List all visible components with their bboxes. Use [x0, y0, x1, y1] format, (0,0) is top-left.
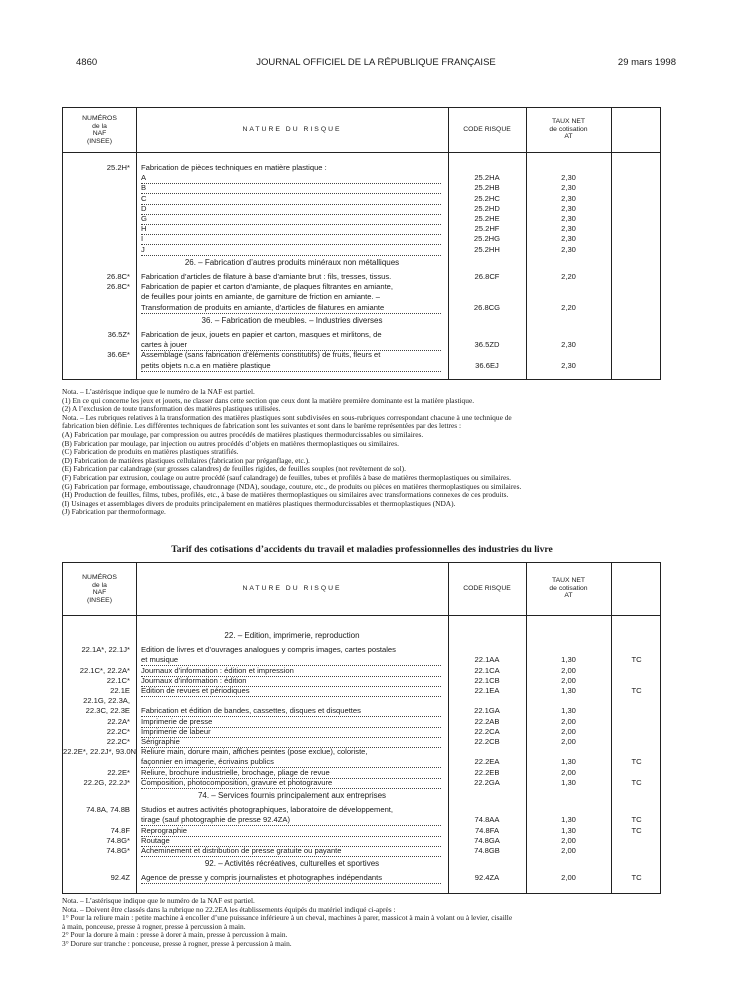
header-taux-line: de cotisation [549, 125, 588, 133]
rate-value: 1,30 [561, 686, 576, 695]
tc-flag: TC [631, 686, 642, 695]
risk-description: Edition de livres et d’ouvrages analogues y compris images, cartes postales [141, 645, 396, 655]
header-rule [63, 152, 660, 153]
note-line: Nota. – Doivent être classés dans la rubrique no 22.2EA les établissements équipés du matériel indiqué ci-après : [62, 904, 396, 914]
risk-description: tirage (sauf photographie de presse 92.4ZA) [141, 815, 441, 826]
risk-code: 36.5ZD [474, 340, 500, 350]
rate-value: 1,30 [561, 777, 576, 787]
header-naf-line: de la [92, 122, 107, 130]
risk-table-plastics [62, 107, 661, 380]
risk-code: 25.2HC [474, 193, 500, 203]
risk-description: et musique [141, 655, 441, 666]
rate-value: 1,30 [561, 655, 576, 665]
section-heading: 92. – Activités récréatives, culturelles et sportives [204, 859, 380, 869]
note-line: (B) Fabrication par moulage, par injection ou autres procédés d’objets en matières thermoplastiques ou similaires. [62, 438, 399, 448]
risk-code: 25.2HA [474, 173, 500, 183]
column-rule [136, 108, 137, 379]
naf-code: 22.1A*, 22.1J* [81, 645, 130, 655]
naf-code: 22.2G, 22.2J* [83, 777, 130, 787]
naf-code: 22.1C* [106, 675, 130, 685]
naf-code: 74.8F [110, 825, 130, 835]
header-taux-line: AT [564, 133, 573, 140]
header-nature: NATURE DU RISQUE [242, 126, 342, 133]
rate-value: 2,30 [561, 224, 576, 234]
table2-title: Tarif des cotisations d’accidents du travail et maladies professionnelles des industries du livre [171, 544, 553, 555]
rate-value: 2,00 [561, 726, 576, 736]
naf-code: 22.2E* [107, 767, 130, 777]
header-code: CODE RISQUE [463, 126, 511, 133]
section-heading: 36. – Fabrication de meubles. – Industries diverses [201, 315, 383, 325]
risk-description: Fabrication de jeux, jouets en papier et carton, masques et mirlitons, de [141, 330, 382, 339]
risk-description: B [141, 183, 441, 194]
header-naf-line: de la [92, 581, 107, 589]
column-rule [611, 108, 612, 379]
header-rule [63, 615, 660, 616]
rate-value: 1,30 [561, 815, 576, 825]
risk-table-book-industry [62, 562, 661, 894]
risk-description: Transformation de produits en amiante, d’articles de filatures en amiante [141, 303, 441, 314]
risk-code: 36.6EJ [475, 360, 499, 370]
risk-description: de feuilles pour joints en amiante, de garniture de friction en amiante. – [141, 292, 380, 302]
note-line: (J) Fabrication par thermoformage. [62, 507, 166, 517]
risk-code: 25.2HH [474, 244, 500, 254]
note-line: (I) Usinages et assemblages divers de produits principalement en matières plastiques thermodurcissables et thermoplastiques (NDA). [62, 498, 456, 508]
rate-value: 2,30 [561, 360, 576, 370]
risk-description: Journaux d’information : édition [141, 676, 441, 687]
column-rule [136, 563, 137, 893]
rate-value: 2,30 [561, 193, 576, 203]
header-naf-line: (INSEE) [87, 596, 112, 604]
tc-flag: TC [631, 757, 642, 767]
note-line: (F) Fabrication par extrusion, coulage ou autre procédé (sauf calandrage) de feuilles, tubes et profilés à base de matières thermoplastiques ou similaires. [62, 472, 512, 482]
naf-code: 36.5Z* [107, 330, 130, 339]
naf-code: 26.8C* [106, 282, 130, 292]
tc-flag: TC [631, 815, 642, 825]
rate-value: 2,30 [561, 340, 576, 350]
note-line: fabrication bien définie. Les différentes techniques de fabrication sont les suivantes et sont dans le barème représentées par des lettres : [62, 421, 462, 431]
rate-value: 2,00 [561, 665, 576, 675]
note-line: (A) Fabrication par moulage, par compression ou autres procédés de matières plastiques thermodurcissables ou similaires. [62, 429, 424, 439]
note-line: 3° Dorure sur tranche : ponceuse, presse à rogner, presse à percussion à main. [62, 938, 292, 948]
note-line: (1) En ce qui concerne les jeux et jouets, ne classer dans cette section que ceux dont la matière première dominante est la matière plastique. [62, 395, 475, 405]
naf-code: 22.2C* [106, 737, 130, 746]
risk-code: 26.8CF [474, 272, 500, 281]
header-taux [526, 577, 611, 600]
note-line: à main, ponceuse, presse à rogner, presse à percussion à main. [62, 921, 246, 931]
issue-date: 29 mars 1998 [617, 57, 676, 68]
header-taux-line: TAUX NET [551, 118, 586, 125]
header-taux-line: TAUX NET [551, 577, 586, 584]
journal-title: JOURNAL OFFICIEL DE LA RÉPUBLIQUE FRANÇAISE [256, 57, 496, 68]
risk-description: Sérigraphie [141, 737, 441, 748]
header-taux-line: de cotisation [549, 584, 588, 592]
risk-description: J [141, 245, 441, 256]
naf-code: 74.8G* [106, 846, 130, 855]
risk-description: Imprimerie de presse [141, 717, 441, 728]
header-naf [63, 115, 136, 145]
header-nature: NATURE DU RISQUE [242, 585, 342, 592]
header-taux [526, 118, 611, 141]
note-line: (C) Fabrication de produits en matières plastiques stratifiés. [62, 447, 239, 457]
risk-description: A [141, 173, 441, 184]
naf-code: 74.8A, 74.8B [86, 805, 130, 815]
note-line: Nota. – L’astérisque indique que le numéro de la NAF est partiel. [62, 896, 255, 905]
risk-code: 25.2HF [474, 224, 500, 234]
rate-value: 2,30 [561, 173, 576, 183]
risk-code: 25.2HE [474, 214, 500, 223]
risk-description: H [141, 224, 441, 235]
rate-value: 2,30 [561, 203, 576, 213]
section-heading: 22. – Edition, imprimerie, reproduction [224, 631, 360, 640]
rate-value: 2,20 [561, 272, 576, 281]
naf-code: 22.2E*, 22.2J*, 93.0N [63, 747, 137, 757]
note-line: (G) Fabrication par formage, emboutissage, chaudronnage (NDA), soudage, couture, etc., de produits ou pièces en matières thermoplastiques ou similaires. [62, 481, 522, 491]
header-naf-line: NAF [92, 589, 107, 596]
tc-flag: TC [631, 825, 642, 835]
rate-value: 1,30 [561, 757, 576, 767]
risk-description: Routage [141, 836, 441, 847]
risk-code: 74.8GA [474, 835, 500, 845]
notes-table2 [62, 897, 692, 949]
risk-code: 26.8CG [473, 302, 501, 312]
risk-description: Agence de presse y compris journalistes et photographes indépendants [141, 873, 441, 884]
naf-code: 22.3C, 22.3E [85, 706, 130, 716]
risk-code: 22.2EB [474, 767, 500, 777]
risk-description: G [141, 214, 441, 225]
header-code: CODE RISQUE [463, 585, 511, 592]
note-line: (H) Production de feuilles, films, tubes, profilés, etc., à base de matières thermoplastiques ou similaires avec transformations connexes de ces produits. [62, 490, 509, 500]
risk-description: Composition, photocomposition, gravure et photogravure [141, 778, 441, 789]
note-line: (D) Fabrication de matières plastiques cellulaires (fabrication par préganflage, etc.). [62, 455, 310, 465]
header-taux-line: AT [564, 592, 573, 599]
note-line: 2° Pour la dorure à main : presse à dorer à main, presse à percussion à main. [62, 930, 288, 940]
risk-description: Fabrication de pièces techniques en matière plastique : [141, 163, 327, 172]
risk-description: Acheminement et distribution de presse gratuite ou payante [141, 846, 441, 857]
risk-description: façonnier en imagerie, écrivains publics [141, 757, 441, 768]
risk-description: Assemblage (sans fabrication d’éléments constitutifs) de fruits, fleurs et [141, 350, 381, 360]
section-heading: 74. – Services fournis principalement aux entreprises [197, 791, 387, 800]
section-heading: 26. – Fabrication d’autres produits minéraux non métalliques [184, 257, 400, 267]
risk-code: 74.8AA [474, 815, 500, 825]
naf-code: 26.8C* [106, 272, 130, 281]
naf-code: 22.1E [110, 686, 130, 695]
rate-value: 2,00 [561, 737, 576, 746]
risk-code: 22.1GA [474, 706, 500, 716]
header-naf-line: NAF [92, 130, 107, 137]
column-rule [611, 563, 612, 893]
note-line: Nota. – L’astérisque indique que le numéro de la NAF est partiel. [62, 387, 255, 396]
risk-description: Reliure, brochure industrielle, brochage, pliage de revue [141, 768, 441, 779]
rate-value: 2,00 [561, 835, 576, 845]
rate-value: 2,00 [561, 716, 576, 726]
risk-code: 22.2GA [474, 777, 500, 787]
rate-value: 2,00 [561, 846, 576, 855]
rate-value: 2,30 [561, 244, 576, 254]
header-naf-line: (INSEE) [87, 137, 112, 145]
naf-code: 25.2H* [106, 163, 130, 172]
page-number: 4860 [76, 57, 98, 68]
risk-code: 25.2HB [474, 183, 500, 193]
naf-code: 92.4Z [110, 873, 130, 883]
risk-code: 22.1CB [474, 675, 500, 685]
header-naf-line: NUMÉROS [82, 115, 117, 122]
risk-code: 74.8GB [474, 846, 500, 855]
risk-code: 22.2CB [474, 737, 500, 746]
rate-value: 1,30 [561, 706, 576, 716]
risk-description: Fabrication de papier et carton d’amiante, de plaques filtrantes en amiante, [141, 282, 394, 292]
rate-value: 2,30 [561, 234, 576, 244]
rate-value: 2,30 [561, 214, 576, 223]
rate-value: 1,30 [561, 825, 576, 835]
risk-description: Edition de revues et périodiques [141, 686, 441, 697]
risk-description: Imprimerie de labeur [141, 727, 441, 738]
note-line: (E) Fabrication par calandrage (sur grosses calandres) de feuilles rigides, de feuilles souples (not revêtement de sol). [62, 464, 406, 474]
naf-code: 22.1C*, 22.2A* [79, 665, 130, 675]
risk-description: Fabrication et édition de bandes, cassettes, disques et disquettes [141, 706, 441, 717]
risk-description: I [141, 234, 441, 245]
risk-code: 25.2HD [474, 203, 500, 213]
risk-description: Studios et autres activités photographiques, laboratoire de développement, [141, 805, 394, 815]
risk-description: cartes à jouer [141, 340, 441, 351]
risk-code: 22.1CA [474, 665, 500, 675]
risk-code: 74.8FA [474, 825, 500, 835]
risk-code: 25.2HG [473, 234, 501, 244]
risk-description: petits objets n.c.a en matière plastique [141, 361, 441, 372]
rate-value: 2,00 [561, 675, 576, 685]
tc-flag: TC [631, 777, 642, 787]
risk-code: 22.2CA [474, 726, 500, 736]
risk-code: 22.2EA [474, 757, 500, 767]
risk-code: 22.1AA [474, 655, 500, 665]
rate-value: 2,20 [561, 302, 576, 312]
note-line: 1° Pour la reliure main : petite machine à encoller d’une puissance inférieure à un cheval, machines à parer, massicot à main à volant ou à levier, cisaille [62, 913, 513, 923]
header-naf [63, 574, 136, 604]
tc-flag: TC [631, 873, 642, 883]
header-naf-line: NUMÉROS [82, 574, 117, 581]
risk-description: D [141, 204, 441, 215]
risk-code: 92.4ZA [474, 873, 500, 883]
page-header [76, 57, 676, 71]
note-line: Nota. – Les rubriques relatives à la transformation des matières plastiques sont subdivisées en sous-rubriques correspondant chacune à une technique de [62, 412, 512, 422]
risk-code: 22.1EA [474, 686, 500, 695]
naf-code: 22.2A* [107, 716, 130, 726]
naf-code: 74.8G* [106, 835, 130, 845]
note-line: (2) A l’exclusion de toute transformation des matières plastiques utilisées. [62, 404, 281, 414]
tc-flag: TC [631, 655, 642, 665]
risk-description: Reliure main, dorure main, affiches peintes (pose exclue), coloriste, [141, 747, 368, 757]
rate-value: 2,00 [561, 767, 576, 777]
rate-value: 2,30 [561, 183, 576, 193]
rate-value: 2,00 [561, 873, 576, 883]
notes-table1 [62, 388, 692, 517]
risk-code: 22.2AB [474, 716, 500, 726]
naf-code: 22.1G, 22.3A, [83, 696, 130, 706]
risk-description: Journaux d’information : édition et impression [141, 666, 441, 677]
risk-description: Fabrication d’articles de filature à base d’amiante brut : fils, tresses, tissus. [141, 272, 392, 281]
risk-description: Reprographie [141, 826, 441, 837]
naf-code: 22.2C* [106, 726, 130, 736]
risk-description: C [141, 194, 441, 205]
naf-code: 36.6E* [107, 350, 130, 360]
